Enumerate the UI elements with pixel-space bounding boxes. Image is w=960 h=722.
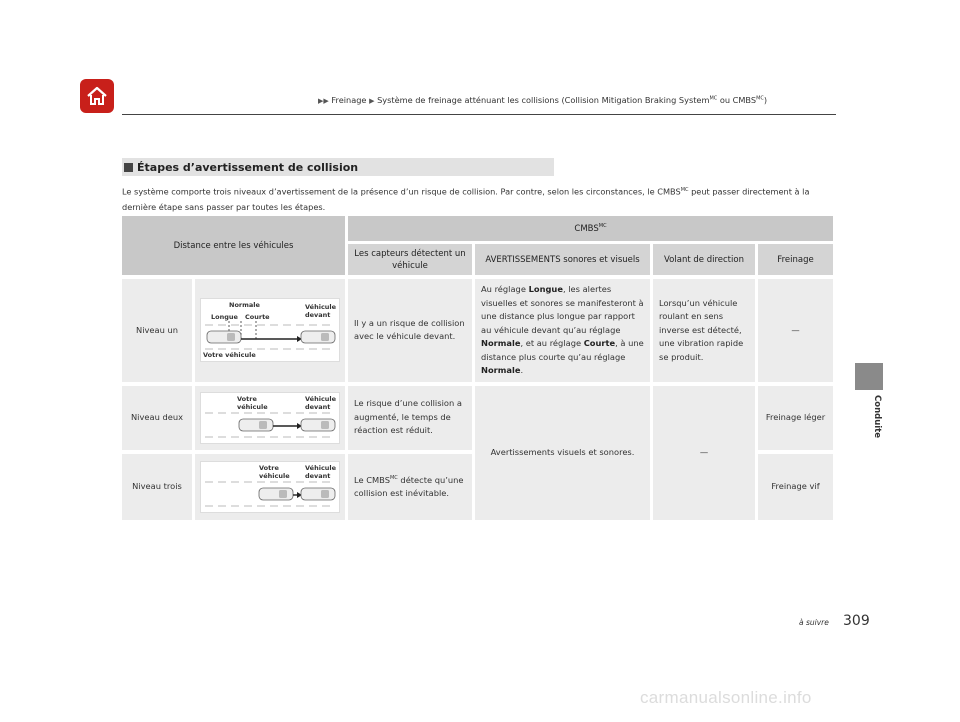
front-car-icon	[301, 419, 335, 431]
front-car-icon	[301, 331, 335, 343]
level-diagram	[192, 279, 345, 382]
level-diagram	[192, 386, 345, 450]
label-own-2: véhicule	[237, 402, 268, 411]
own-car-icon	[259, 488, 293, 500]
label-courte: Courte	[245, 313, 270, 322]
level-label: Niveau deux	[122, 386, 192, 450]
braking-text: —	[755, 279, 833, 382]
label-front-2: devant	[305, 471, 331, 480]
label-own-1: Votre	[259, 463, 279, 472]
warning-stages-table	[122, 216, 833, 520]
breadcrumb-current: Système de freinage atténuant les collisions (Collision Mitigation Braking System$^{MC}$ ou $CMBS^{MC}$)	[377, 95, 768, 105]
label-front-2: devant	[305, 311, 331, 320]
sensors-text: Le risque d’une collision a augmenté, le temps de réaction est réduit.	[345, 386, 472, 450]
chapter-label: Conduite	[872, 395, 882, 439]
home-icon	[85, 85, 109, 107]
header-warnings: AVERTISSEMENTS sonores et visuels	[472, 241, 650, 275]
level-label: Niveau un	[122, 279, 192, 382]
label-own-1: Votre	[237, 394, 257, 403]
steering-text: Lorsqu’un véhicule roulant en sens inverse est détecté, une vibration rapide se produit.	[650, 279, 755, 382]
square-bullet-icon	[124, 163, 133, 172]
warnings-text: Au réglage Longue, les alertes visuelles et sonores se manifesteront à une distance plus longue par rapport au véhicule devant qu’au réglage Normale, et au réglage Courte, à une distance plus courte qu’au réglage Normale.	[472, 279, 650, 382]
level-label: Niveau trois	[122, 454, 192, 520]
breadcrumb	[318, 95, 767, 105]
home-button[interactable]	[80, 79, 114, 113]
label-own: Votre véhicule	[203, 351, 256, 360]
label-front-1: Véhicule	[305, 394, 337, 403]
own-car-icon	[239, 419, 273, 431]
header-distance: Distance entre les véhicules	[122, 216, 345, 275]
section-title: Étapes d’avertissement de collision	[137, 160, 359, 174]
steering-shared-text: —	[650, 386, 755, 520]
page-number: 309	[843, 613, 870, 629]
level-diagram	[192, 454, 345, 520]
header-cmbs: $CMBS^{MC}$	[345, 216, 833, 241]
header-divider	[122, 114, 836, 115]
chevron-right-icon: ▶	[369, 97, 375, 105]
sensors-text: Il y a un risque de collision avec le véhicule devant.	[345, 279, 472, 382]
warnings-shared-text: Avertissements visuels et sonores.	[472, 386, 650, 520]
label-longue: Longue	[211, 313, 238, 322]
braking-text: Freinage léger	[755, 386, 833, 450]
distance-diagram	[200, 298, 340, 362]
label-front-1: Véhicule	[305, 303, 337, 312]
distance-diagram	[200, 461, 340, 513]
label-own-2: véhicule	[259, 471, 290, 480]
table-row	[122, 279, 833, 382]
section-heading	[122, 158, 554, 176]
watermark: carmanualsonline.info	[640, 688, 812, 707]
breadcrumb-link-freinage[interactable]: Freinage	[331, 95, 367, 105]
header-braking: Freinage	[755, 241, 833, 275]
label-normale: Normale	[229, 301, 260, 310]
braking-text: Freinage vif	[755, 454, 833, 520]
chevron-right-icon: ▶▶	[318, 97, 329, 105]
table-row	[122, 386, 833, 450]
header-steering: Volant de direction	[650, 241, 755, 275]
chapter-tab[interactable]	[855, 363, 883, 390]
front-car-icon	[301, 488, 335, 500]
label-front-2: devant	[305, 402, 331, 411]
sensors-text: Le $CMBS^{MC}$ détecte qu’une collision est inévitable.	[345, 454, 472, 520]
distance-diagram	[200, 392, 340, 444]
intro-paragraph: Le système comporte trois niveaux d’avertissement de la présence d’un risque de collision. Par contre, selon les circonstances, le $CMBS^{MC}$ peut passer directement à la dernière étape sans passer par toutes les étapes.	[122, 186, 810, 212]
label-front-1: Véhicule	[305, 463, 337, 472]
continued-label: à suivre	[799, 618, 829, 627]
header-sensors: Les capteurs détectent un véhicule	[345, 241, 472, 275]
own-car-icon	[207, 331, 241, 343]
